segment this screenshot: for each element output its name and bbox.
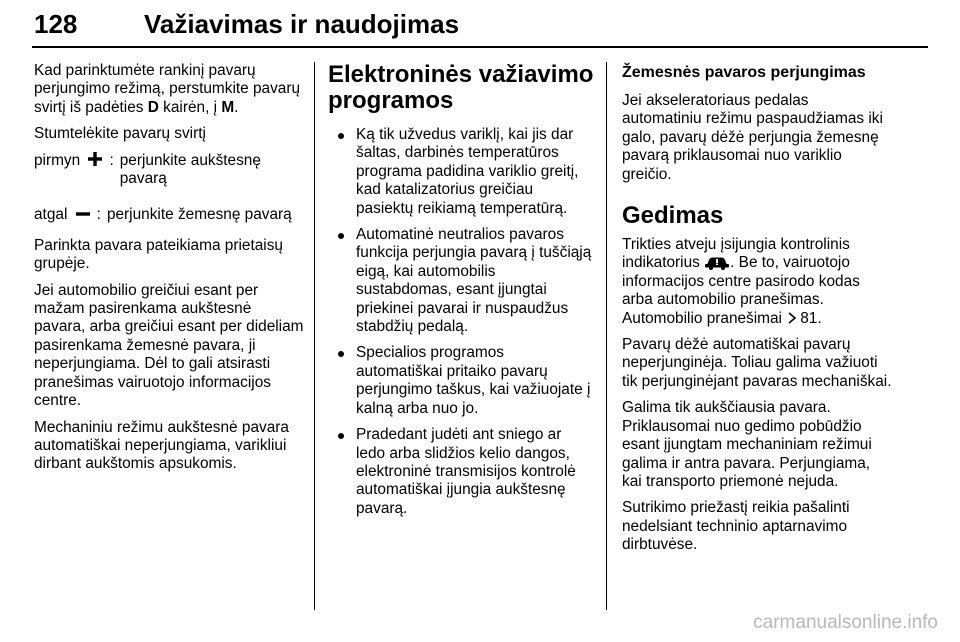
definition-row-backward: atgal : perjunkite žemesnę pavarą — [34, 206, 304, 224]
paragraph: Kad parinktumėte rankinį pavarų perjungimo režimą, perstumkite pavarų svirtį iš padėties D kairėn, į M. — [34, 62, 301, 116]
bullet-icon — [338, 233, 344, 239]
list-item: Automatinė neutralios pavaros funkcija perjungia pavarą į tuščiąją eigą, kai automobilis sustabdomas, esant įjungtai priekinei pavarai ir nuspaudžus stabdžių pedalą. — [328, 226, 594, 336]
page-reference-icon — [787, 312, 797, 324]
definition-term: pirmyn — [34, 152, 103, 189]
watermark: carmanualsonline.info — [753, 612, 938, 633]
section-heading: Elektroninės važiavimo programos — [328, 61, 594, 114]
page-header — [32, 2, 928, 48]
section-heading: Gedimas — [622, 202, 724, 230]
list-item: Pradedant judėti ant sniego ar ledo arba slidžios kelio dangos, elektroninė transmisijos kontrolė automatiškai įjungia aukštesnę pavarą. — [328, 426, 594, 518]
page-number: 128 — [34, 9, 78, 39]
definition-term: atgal — [34, 206, 91, 224]
column-right — [622, 62, 892, 563]
paragraph: Galima tik aukščiausia pavara. Priklausomai nuo gedimo pobūdžio esant įjungtam mechaniniam režimui galima ir antra pavara. Perjungiama, kai transporto priemonė nejuda. — [622, 399, 872, 490]
definition-desc: perjunkite aukštesnę pavarą — [119, 151, 261, 188]
bullet-icon — [338, 351, 344, 357]
bullet-icon — [338, 133, 344, 139]
paragraph: Sutrikimo priežastį reikia pašalinti nedelsiant techninio aptarnavimo dirbtuvėse. — [622, 499, 850, 554]
list-item: Specialios programos automatiškai pritaiko pavarų perjungimo taškus, kai važiuojate į kalną arba nuo jo. — [328, 344, 594, 418]
column-left — [34, 62, 304, 482]
minus-icon — [75, 206, 91, 222]
paragraph: Trikties atveju įsijungia kontrolinis indikatorius . Be to, vairuotojo informacijos centre pasirodo kodas arba automobilio pranešimas. Automobilio pranešimai 81. — [622, 236, 860, 327]
definition-row-forward: pirmyn : perjunkite aukštesnę pavarą — [34, 152, 304, 189]
column-divider — [606, 62, 607, 610]
bullet-list — [328, 126, 594, 518]
definition-desc: perjunkite žemesnę pavarą — [106, 206, 292, 224]
paragraph: Pavarų dėžė automatiškai pavarų neperjunginėja. Toliau galima važiuoti tik perjunginėjant pavaras mechaniškai. — [622, 336, 892, 390]
paragraph: Parinkta pavara pateikiama prietaisų grupėje. — [34, 236, 283, 273]
section-heading: Žemesnės pavaros perjungimas — [622, 64, 866, 81]
paragraph: Jei automobilio greičiui esant per mažam pasirenkama aukštesnė pavara, arba greičiui esant per dideliam pasirenkama žemesnė pavara, ji neperjungiama. Dėl to gali atsirasti pranešimas vairuotojo informacijos centre. — [34, 281, 304, 410]
list-item: Ką tik užvedus variklį, kai jis dar šaltas, darbinės temperatūros programa padidina variklio greitį, kad katalizatorius greičiau pasiektų reikiamą temperatūrą. — [328, 126, 594, 218]
chapter-title: Važiavimas ir naudojimas — [144, 9, 460, 39]
plus-icon — [87, 151, 103, 167]
paragraph: Stumtelėkite pavarų svirtį — [34, 125, 206, 143]
bullet-icon — [338, 433, 344, 439]
car-warning-icon — [704, 254, 730, 270]
column-middle — [328, 62, 594, 526]
column-divider — [314, 62, 315, 610]
paragraph: Jei akseleratoriaus pedalas automatiniu režimu paspaudžiamas iki galo, pavarų dėžė perjungia žemesnę pavarą priklausomai nuo variklio greičio. — [622, 92, 883, 183]
paragraph: Mechaniniu režimu aukštesnė pavara automatiškai neperjungiama, varikliui dirbant aukštomis apsukomis. — [34, 418, 289, 473]
